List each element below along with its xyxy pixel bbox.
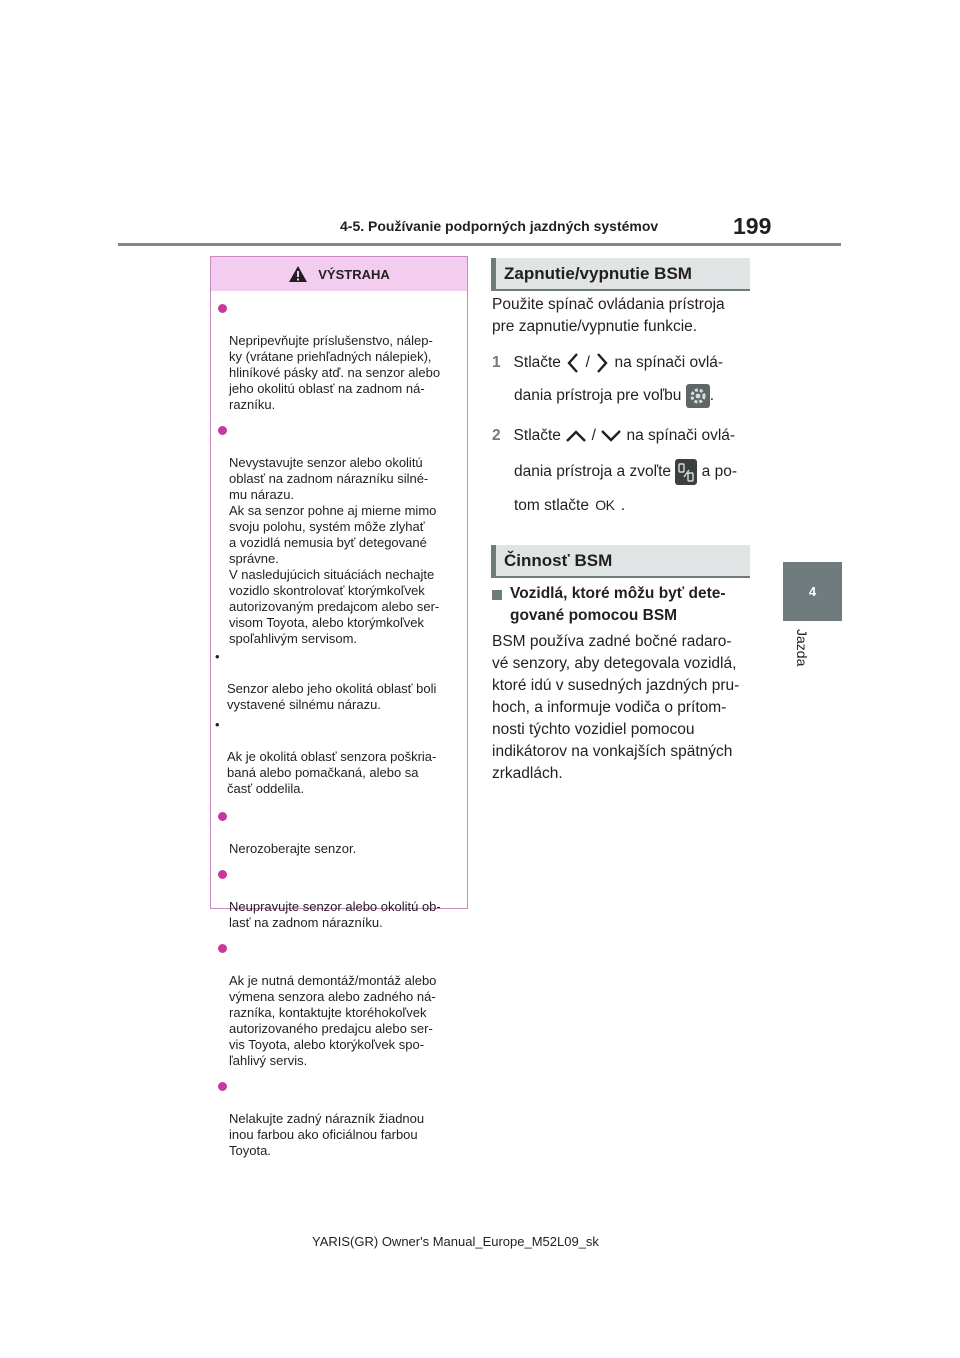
warning-header	[211, 257, 467, 291]
warning-item: Neupravujte senzor alebo okolitú ob- lasť na zadnom nárazníku.	[219, 867, 461, 931]
bullet-icon	[218, 812, 227, 821]
bullet-icon	[218, 304, 227, 313]
chevron-left-icon	[565, 352, 581, 374]
section-title: 4-5. Používanie podporných jazdných systémov	[340, 218, 659, 234]
bsm-menu-icon	[675, 459, 697, 485]
step-1-line-2: dania prístroja pre voľbu .	[514, 384, 776, 408]
step-number: 1	[492, 354, 501, 372]
square-bullet-icon	[492, 590, 502, 600]
chapter-label: Jazda	[794, 629, 810, 667]
bullet-icon	[218, 944, 227, 953]
warning-item: Nelakujte zadný nárazník žiadnou inou farbou ako oficiálnou farbou Toyota.	[219, 1079, 461, 1159]
step-2-line-2: dania prístroja a zvoľte a po-	[514, 459, 776, 485]
body-line: nosti týchto vozidiel pomocou	[492, 721, 695, 738]
warning-sub-list	[209, 649, 461, 797]
body-line: vé senzory, aby detegovala vozidlá,	[492, 655, 737, 672]
subheading-continued: gované pomocou BSM	[510, 607, 678, 624]
warning-box	[210, 256, 468, 1158]
step-2-line-3: tom stlačte OK .	[514, 497, 626, 514]
warning-sub-item: • Ak je okolitá oblasť senzora poškria- baná alebo pomačkaná, alebo sa časť oddelila.	[215, 717, 437, 796]
body-line: BSM používa zadné bočné radaro-	[492, 633, 732, 650]
chapter-tab: 4	[783, 562, 842, 621]
body-line: ktoré idú v susedných jazdných pru-	[492, 677, 740, 694]
warning-body	[211, 291, 467, 1159]
warning-item: Ak je nutná demontáž/montáž alebo výmena senzora alebo zadného ná- razníka, kontaktujte ktoréhokoľvek autorizovaného predajcu alebo ser- vis Toyota, alebo ktorýkoľvek spo- ľahlivý servis.	[219, 941, 461, 1069]
warning-title: VÝSTRAHA	[318, 266, 390, 282]
body-line: indikátorov na vonkajších spätných	[492, 743, 733, 760]
warning-sub-item: • Senzor alebo jeho okolitá oblasť boli vystavené silnému nárazu.	[215, 649, 437, 712]
subheading: Vozidlá, ktoré môžu byť dete-	[492, 585, 754, 603]
body-line: hoch, a informuje vodiča o prítom-	[492, 699, 727, 716]
warning-item: Nevystavujte senzor alebo okolitú oblasť na zadnom nárazníku silné- mu nárazu. Ak sa senzor pohne aj mierne mimo svoju polohu, systém môže zlyhať a vozidlá nemusia byť detegované správne. V nasledujúcich situáciách nechajte vozidlo skontrolovať ktorýmkoľvek autorizovaným predajcom alebo ser- visom Toyota, alebo ktorýmkoľvek spoľahlivým servisom.	[219, 423, 461, 647]
page-number: 199	[733, 213, 772, 239]
footer-doc-id: YARIS(GR) Owner's Manual_Europe_M52L09_sk	[312, 1234, 599, 1249]
header-rule	[118, 243, 841, 246]
step-2-line-1: 2 Stlačte / na spínači ovlá-	[492, 427, 736, 444]
intro-line: Použite spínač ovládania prístroja	[492, 296, 725, 313]
intro-line: pre zapnutie/vypnutie funkcie.	[492, 318, 698, 335]
chevron-right-icon	[594, 352, 610, 374]
ok-icon: OK	[595, 497, 615, 513]
chevron-down-icon	[600, 429, 622, 443]
bullet-icon	[218, 870, 227, 879]
settings-gear-icon	[686, 384, 710, 408]
bullet-icon	[218, 1082, 227, 1091]
section-heading-bsm-toggle: Zapnutie/vypnutie BSM	[491, 258, 750, 291]
step-1-line-1: 1 Stlačte / na spínači ovlá-	[492, 352, 754, 374]
step-number: 2	[492, 427, 501, 444]
warning-item: Nepripevňujte príslušenstvo, nálep- ky (vrátane priehľadných nálepiek), hliníkové pásky atď. na senzor alebo jeho okolitú oblasť na zadnom ná- razníku.	[219, 301, 461, 413]
chevron-up-icon	[565, 429, 587, 443]
body-line: zrkadlách.	[492, 765, 563, 782]
warning-item: Nerozoberajte senzor.	[219, 809, 461, 857]
section-heading-bsm-operation: Činnosť BSM	[491, 545, 750, 578]
warning-triangle-icon	[288, 265, 308, 283]
bullet-icon	[218, 426, 227, 435]
